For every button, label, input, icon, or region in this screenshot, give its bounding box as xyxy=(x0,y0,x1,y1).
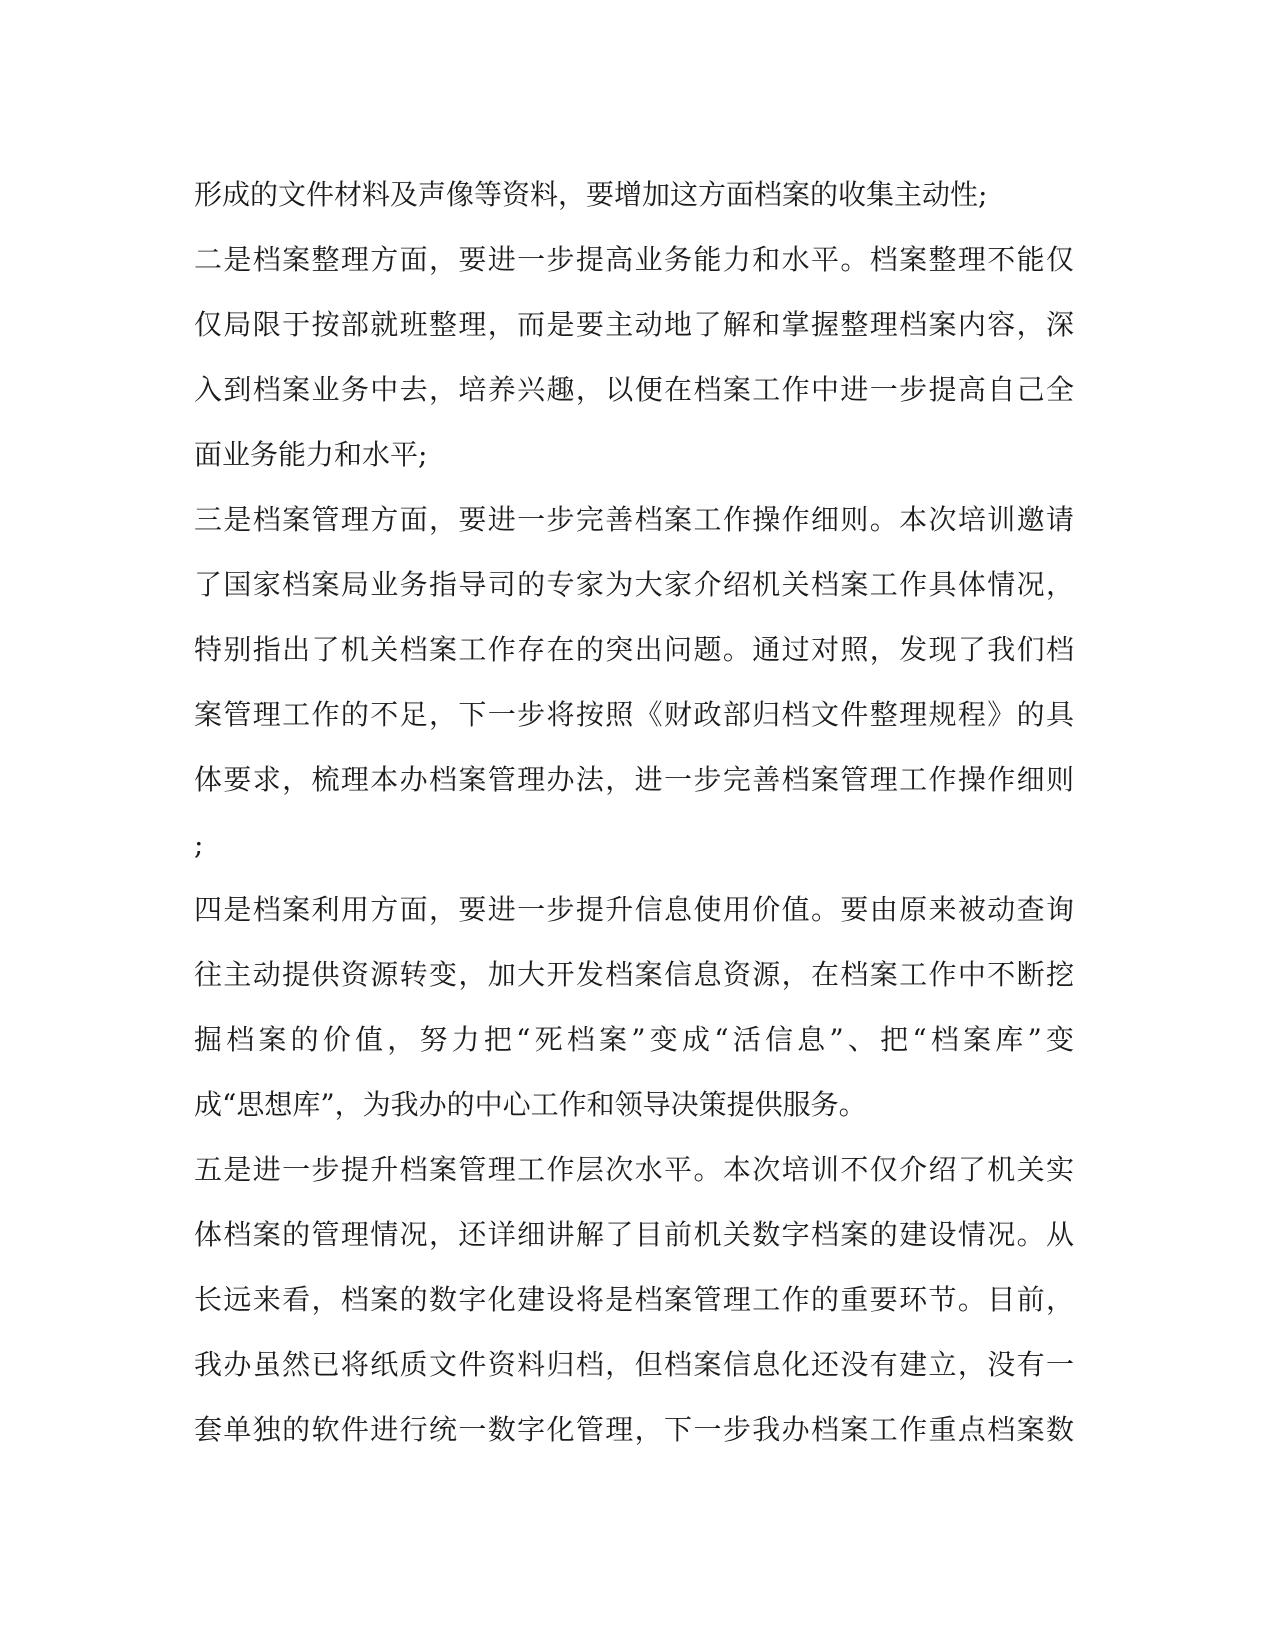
text-line: 形成的文件材料及声像等资料，要增加这方面档案的收集主动性; xyxy=(194,178,988,211)
text-line: 体档案的管理情况，还详细讲解了目前机关数字档案的建设情况。从 xyxy=(194,1218,1074,1251)
text-line: 成“思想库”，为我办的中心工作和领导决策提供服务。 xyxy=(194,1088,867,1121)
text-line: 了国家档案局业务指导司的专家为大家介绍机关档案工作具体情况， xyxy=(194,568,1074,601)
text-line: 特别指出了机关档案工作存在的突出问题。通过对照，发现了我们档 xyxy=(194,633,1074,666)
text-line: 二是档案整理方面，要进一步提高业务能力和水平。档案整理不能仅 xyxy=(194,243,1074,276)
text-line: 掘档案的价值，努力把“死档案”变成“活信息”、把“档案库”变 xyxy=(194,1023,1074,1056)
text-line: 案管理工作的不足，下一步将按照《财政部归档文件整理规程》的具 xyxy=(194,698,1074,731)
text-line: ; xyxy=(194,828,204,861)
text-line: 三是档案管理方面，要进一步完善档案工作操作细则。本次培训邀请 xyxy=(194,503,1074,536)
text-line: 五是进一步提升档案管理工作层次水平。本次培训不仅介绍了机关实 xyxy=(194,1153,1074,1186)
text-line: 仅局限于按部就班整理，而是要主动地了解和掌握整理档案内容，深 xyxy=(194,308,1074,341)
document-body xyxy=(194,162,1074,1462)
text-line: 面业务能力和水平; xyxy=(194,438,428,471)
text-line: 四是档案利用方面，要进一步提升信息使用价值。要由原来被动查询 xyxy=(194,893,1074,926)
text-line: 长远来看，档案的数字化建设将是档案管理工作的重要环节。目前， xyxy=(194,1283,1074,1316)
text-line: 我办虽然已将纸质文件资料归档，但档案信息化还没有建立，没有一 xyxy=(194,1348,1074,1381)
text-line: 体要求，梳理本办档案管理办法，进一步完善档案管理工作操作细则 xyxy=(194,763,1074,796)
text-line: 套单独的软件进行统一数字化管理，下一步我办档案工作重点档案数 xyxy=(194,1413,1074,1446)
text-line: 入到档案业务中去，培养兴趣，以便在档案工作中进一步提高自己全 xyxy=(194,373,1074,406)
text-line: 往主动提供资源转变，加大开发档案信息资源，在档案工作中不断挖 xyxy=(194,958,1074,991)
